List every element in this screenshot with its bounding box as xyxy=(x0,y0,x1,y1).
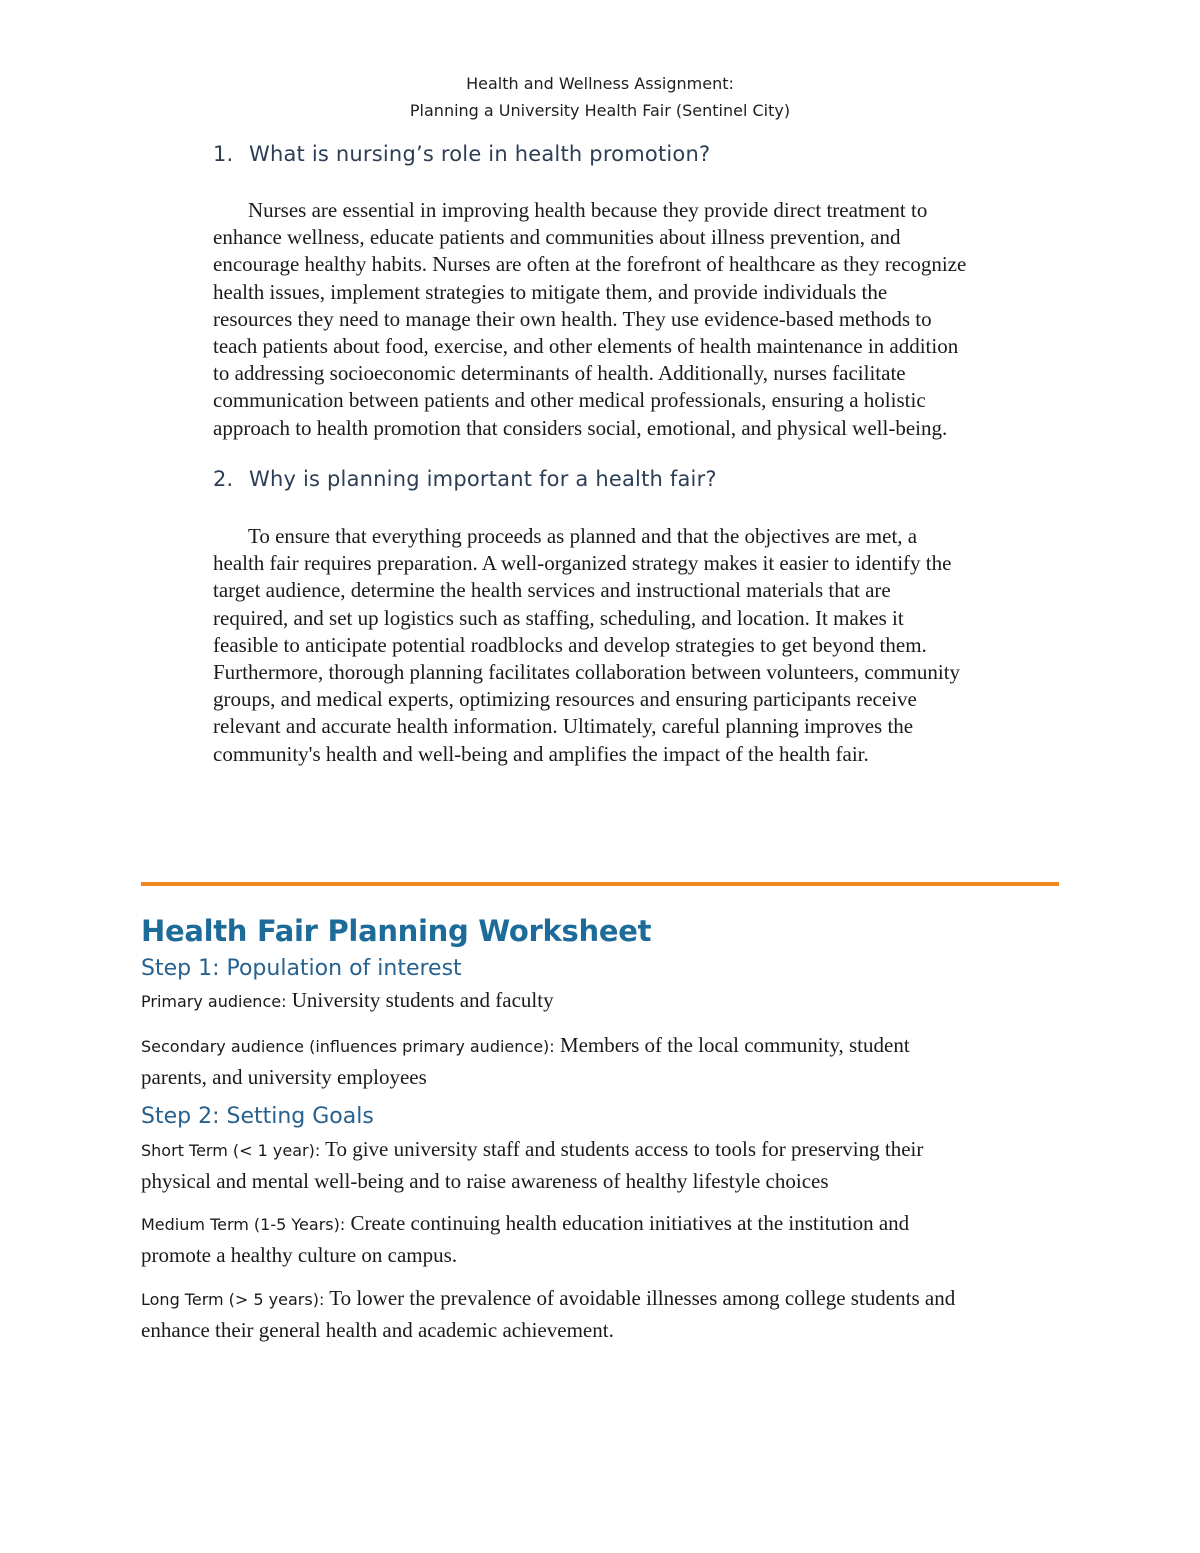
worksheet-title: Health Fair Planning Worksheet xyxy=(141,914,652,948)
short-term-value-cont: physical and mental well-being and to raise awareness of healthy lifestyle choices xyxy=(141,1169,829,1193)
answer-1-line: encourage healthy habits. Nurses are often at the forefront of healthcare as they recognize xyxy=(213,252,967,277)
primary-audience-label: Primary audience: xyxy=(141,992,287,1011)
primary-audience xyxy=(141,985,1061,1017)
long-term-goal xyxy=(141,1283,1061,1345)
answer-2-line: To ensure that everything proceeds as planned and that the objectives are met, a xyxy=(248,524,918,548)
answer-2-paragraph xyxy=(213,523,1063,768)
long-term-value: To lower the prevalence of avoidable illnesses among college students and xyxy=(324,1286,956,1310)
answer-2-line: health fair requires preparation. A well-organized strategy makes it easier to identify the xyxy=(213,551,952,576)
medium-term-value-cont: promote a healthy culture on campus. xyxy=(141,1243,458,1267)
question-2-heading xyxy=(213,467,717,491)
medium-term-value: Create continuing health education initiatives at the institution and xyxy=(345,1211,910,1235)
answer-2-line: relevant and accurate health information. Ultimately, careful planning improves the xyxy=(213,714,914,739)
short-term-goal xyxy=(141,1134,1061,1196)
question-2-number: 2. xyxy=(213,467,234,491)
answer-2-line: Furthermore, thorough planning facilitates collaboration between volunteers, community xyxy=(213,660,961,685)
secondary-audience xyxy=(141,1030,1061,1092)
answer-1-line: teach patients about food, exercise, and other elements of health maintenance in addition xyxy=(213,334,959,359)
medium-term-label: Medium Term (1-5 Years): xyxy=(141,1215,346,1234)
answer-2-line: required, and set up logistics such as staffing, scheduling, and location. It makes it xyxy=(213,605,904,630)
answer-2-line: community's health and well-being and amplifies the impact of the health fair. xyxy=(213,741,869,766)
answer-2-line: groups, and medical experts, optimizing resources and ensuring participants receive xyxy=(213,687,917,712)
answer-1-line: health issues, implement strategies to mitigate them, and provide individuals the xyxy=(213,279,888,304)
answer-1-line: resources they need to manage their own health. They use evidence-based methods to xyxy=(213,306,932,331)
step-1-heading: Step 1: Population of interest xyxy=(141,956,462,981)
short-term-label: Short Term (< 1 year): xyxy=(141,1141,321,1160)
primary-audience-value: University students and faculty xyxy=(286,988,554,1012)
question-2-title: Why is planning important for a health fair? xyxy=(249,467,717,491)
question-1-heading xyxy=(213,142,710,166)
medium-term-goal xyxy=(141,1208,1061,1270)
long-term-label: Long Term (> 5 years): xyxy=(141,1290,325,1309)
secondary-audience-value-cont: parents, and university employees xyxy=(141,1065,427,1089)
answer-1-line: communication between patients and other medical professionals, ensuring a holistic xyxy=(213,388,926,413)
answer-1-line: approach to health promotion that considers social, emotional, and physical well-being. xyxy=(213,415,948,440)
answer-1-paragraph xyxy=(213,197,1063,442)
answer-2-line: target audience, determine the health services and instructional materials that are xyxy=(213,578,891,603)
short-term-value: To give university staff and students access to tools for preserving their xyxy=(320,1137,924,1161)
answer-1-line: Nurses are essential in improving health because they provide direct treatment to xyxy=(248,198,928,222)
step-2-heading: Step 2: Setting Goals xyxy=(141,1104,374,1129)
answer-1-line: to addressing socioeconomic determinants of health. Additionally, nurses facilitate xyxy=(213,361,906,386)
question-1-title: What is nursing’s role in health promotion? xyxy=(249,142,711,166)
secondary-audience-label: Secondary audience (influences primary audience): xyxy=(141,1037,555,1056)
answer-1-line: enhance wellness, educate patients and communities about illness prevention, and xyxy=(213,225,901,250)
section-divider xyxy=(141,882,1059,886)
document-header-line-2: Planning a University Health Fair (Sentinel City) xyxy=(409,101,791,120)
question-1-number: 1. xyxy=(213,142,234,166)
secondary-audience-value: Members of the local community, student xyxy=(554,1033,910,1057)
document-header-line-1: Health and Wellness Assignment: xyxy=(466,74,734,93)
long-term-value-cont: enhance their general health and academic achievement. xyxy=(141,1318,614,1342)
answer-2-line: feasible to anticipate potential roadblocks and develop strategies to get beyond them. xyxy=(213,632,927,657)
